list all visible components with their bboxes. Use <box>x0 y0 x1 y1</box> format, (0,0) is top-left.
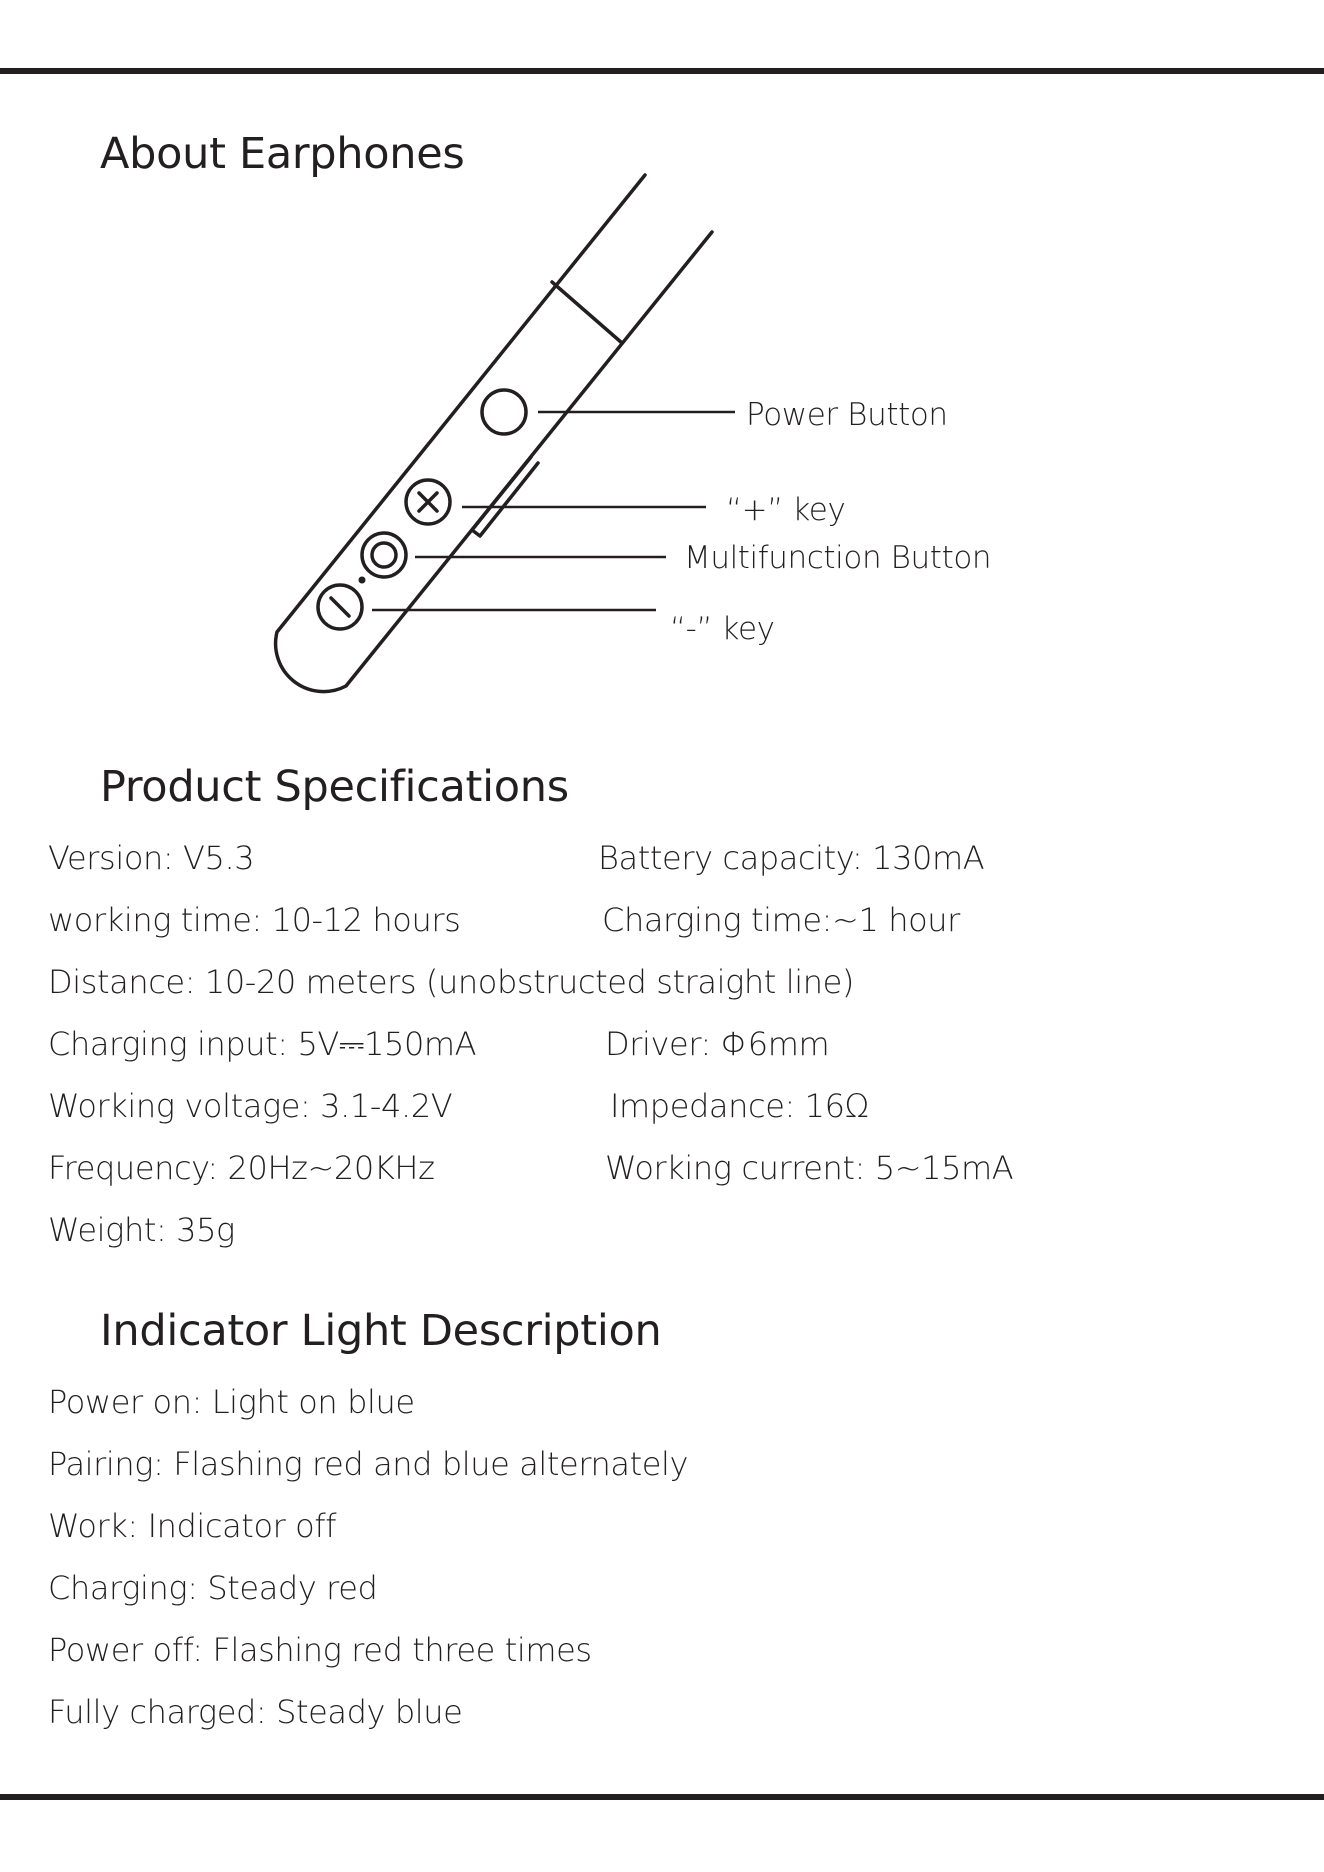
spec-working-voltage: Working voltage: 3.1-4.2V <box>48 1087 453 1125</box>
indicator-work: Work: Indicator off <box>48 1507 337 1545</box>
power-button-icon <box>482 390 526 434</box>
indicator-power-off: Power off: Flashing red three times <box>48 1631 592 1669</box>
power-button-callout: Power Button <box>746 397 948 433</box>
spec-version: Version: V5.3 <box>48 839 255 877</box>
indicator-pairing: Pairing: Flashing red and blue alternately <box>48 1445 689 1483</box>
plus-key-icon <box>406 480 450 524</box>
spec-distance: Distance: 10-20 meters (unobstructed straight line) <box>48 963 854 1001</box>
spec-driver: Driver: Φ6mm <box>605 1025 830 1063</box>
spec-weight: Weight: 35g <box>48 1211 235 1249</box>
spec-working-current: Working current: 5~15mA <box>605 1149 1014 1187</box>
spec-impedance: Impedance: 16Ω <box>610 1087 869 1125</box>
side-slider <box>472 457 538 536</box>
indicator-charging: Charging: Steady red <box>48 1569 378 1607</box>
plus-key-callout: “+” key <box>726 492 846 528</box>
earphone-band-separator <box>552 282 622 343</box>
about-earphones-heading: About Earphones <box>100 129 465 179</box>
spec-charging-input: Charging input: 5V⎓150mA <box>48 1025 477 1063</box>
spec-frequency: Frequency: 20Hz~20KHz <box>48 1149 435 1187</box>
indicator-fully-charged: Fully charged: Steady blue <box>48 1693 463 1731</box>
minus-key-icon <box>318 585 362 629</box>
bottom-rule <box>0 1794 1324 1800</box>
indicator-power-on: Power on: Light on blue <box>48 1383 415 1421</box>
spec-charging-time: Charging time:~1 hour <box>602 901 960 939</box>
indicator-light-dot <box>359 577 366 584</box>
earphone-diagram <box>0 150 1324 710</box>
multifunction-button-icon <box>362 533 406 577</box>
minus-key-callout: “-” key <box>670 611 775 647</box>
indicator-light-heading: Indicator Light Description <box>100 1306 662 1356</box>
top-rule <box>0 68 1324 74</box>
product-specifications-heading: Product Specifications <box>100 762 569 812</box>
multifunction-button-callout: Multifunction Button <box>684 540 992 576</box>
spec-working-time: working time: 10-12 hours <box>48 901 461 939</box>
spec-battery-capacity: Battery capacity: 130mA <box>598 839 985 877</box>
